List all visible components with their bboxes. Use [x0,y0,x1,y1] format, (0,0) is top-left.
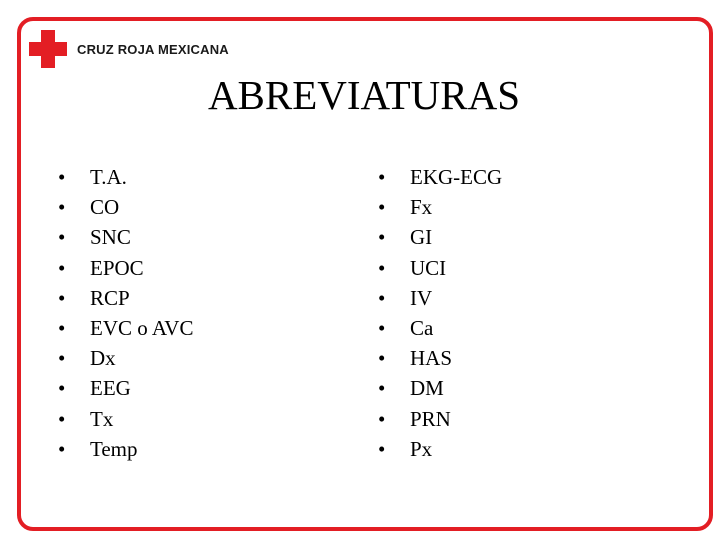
abbreviation-text: Temp [90,436,138,461]
abbreviation-text: UCI [410,255,447,280]
list-item [378,162,502,192]
bullet-icon: • [58,436,66,461]
bullet-icon: • [378,165,386,189]
bullet-icon: • [58,346,66,371]
abbreviation-text: DM [410,376,444,401]
list-item [58,373,193,403]
abbreviation-text: RCP [90,285,130,310]
abbreviation-text: Px [410,436,433,461]
red-cross-horizontal-bar [29,42,67,56]
abbreviations-left-column [58,162,193,464]
abbreviation-text: HAS [410,346,453,371]
bullet-icon: • [378,315,386,340]
bullet-icon: • [58,285,66,310]
list-item [58,283,193,313]
abbreviation-text: PRN [410,406,451,431]
abbreviation-text: CO [90,195,120,220]
abbreviation-text: GI [410,225,433,250]
abbreviation-text: Fx [410,195,433,220]
list-item [58,253,193,283]
list-item [58,343,193,373]
bullet-icon: • [58,165,66,189]
logo-text: CRUZ ROJA MEXICANA [77,41,229,57]
list-item [58,434,193,464]
list-item [378,404,502,434]
bullet-icon: • [58,195,66,220]
abbreviation-text: T.A. [90,165,127,189]
list-item [378,373,502,403]
list-item [378,434,502,464]
bullet-icon: • [378,406,386,431]
abbreviation-text: Tx [90,406,114,431]
list-item [378,313,502,343]
bullet-icon: • [378,285,386,310]
abbreviation-text: EKG-ECG [410,165,503,189]
bullet-icon: • [378,195,386,220]
red-cross-icon [29,30,67,68]
cruz-roja-logo [29,30,229,68]
list-item [378,222,502,252]
bullet-icon: • [58,376,66,401]
abbreviations-right-column [378,162,502,464]
bullet-icon: • [58,315,66,340]
bullet-icon: • [378,376,386,401]
list-item [58,313,193,343]
abbreviation-text: Dx [90,346,116,371]
list-item [378,253,502,283]
bullet-icon: • [58,406,66,431]
list-item [378,343,502,373]
bullet-icon: • [58,225,66,250]
list-item [58,162,193,192]
list-item [58,192,193,222]
list-item [378,283,502,313]
bullet-icon: • [378,255,386,280]
abbreviation-text: IV [410,285,433,310]
abbreviation-text: EEG [90,376,131,401]
slide-title: ABREVIATURAS [207,72,521,118]
bullet-icon: • [378,225,386,250]
bullet-icon: • [378,346,386,371]
bullet-icon: • [58,255,66,280]
abbreviation-text: EVC o AVC [90,315,194,340]
list-item [378,192,502,222]
abbreviation-text: SNC [90,225,131,250]
abbreviation-text: EPOC [90,255,144,280]
list-item [58,222,193,252]
bullet-icon: • [378,436,386,461]
list-item [58,404,193,434]
abbreviation-text: Ca [410,315,434,340]
